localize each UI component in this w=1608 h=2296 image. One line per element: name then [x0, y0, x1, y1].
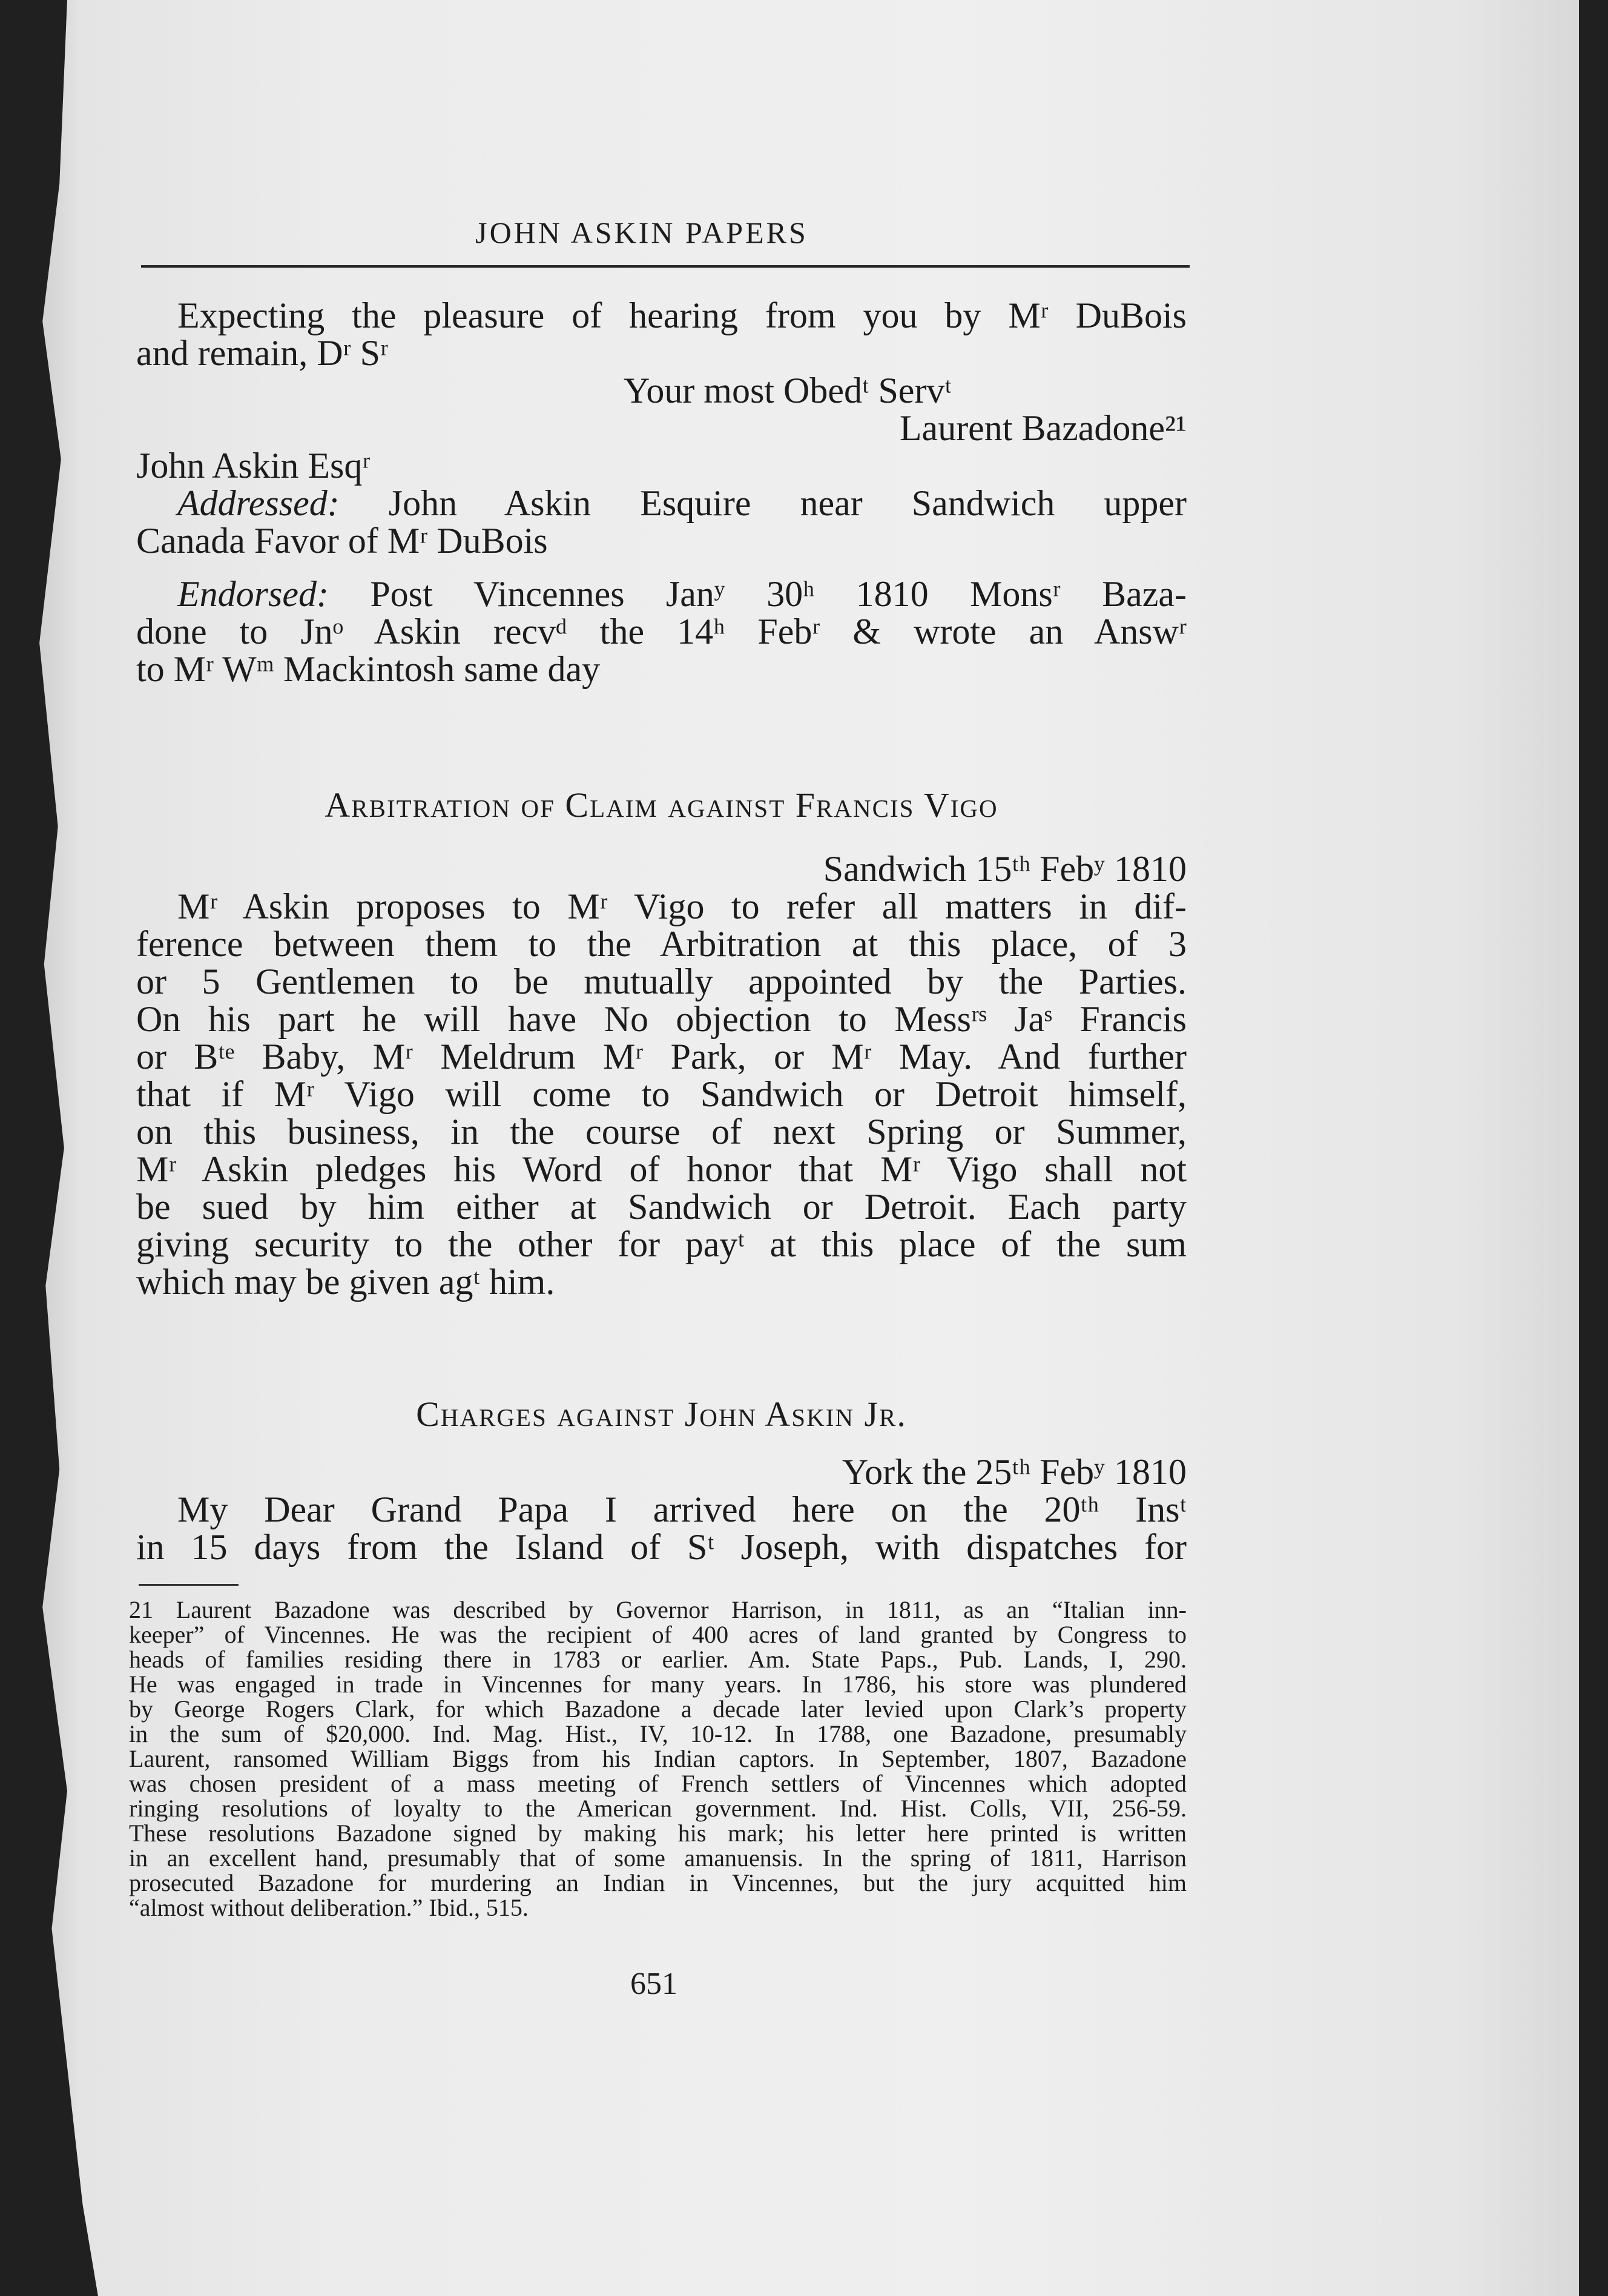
text-line: On his part he will have No objection to Messʳˢ Jaˢ Francis	[136, 999, 1187, 1039]
text-line: be sued by him either at Sandwich or Detroit. Each party	[136, 1187, 1187, 1227]
footnote-line: He was engaged in trade in Vincennes for many years. In 1786, his store was plundered	[129, 1671, 1187, 1698]
text-line: giving security to the other for payᵗ at this place of the sum	[136, 1224, 1187, 1264]
header-rule	[141, 265, 1190, 268]
footnote-line: ringing resolutions of loyalty to the American government. Ind. Hist. Colls, VII, 256-59.	[129, 1795, 1187, 1822]
addressed-text: John Askin Esquire near Sandwich upper	[388, 483, 1187, 523]
footnote-line: in the sum of $20,000. Ind. Mag. Hist., IV, 10-12. In 1788, one Bazadone, presumably	[129, 1720, 1187, 1747]
footnote-line: These resolutions Bazadone signed by making his mark; his letter here printed is written	[129, 1819, 1187, 1847]
section-body	[136, 850, 1187, 1301]
text-line: that if Mʳ Vigo will come to Sandwich or Detroit himself,	[136, 1074, 1187, 1114]
text-line: on this business, in the course of next Spring or Summer,	[136, 1112, 1187, 1152]
text-line: ference between them to the Arbitration at this place, of 3	[136, 924, 1187, 964]
signature-salutation: Your most Obedᵗ Servᵗ	[624, 371, 952, 411]
text-line: Mʳ Askin proposes to Mʳ Vigo to refer all matters in dif-	[177, 886, 1187, 926]
footnote-line: keeper” of Vincennes. He was the recipient of 400 acres of land granted by Congress to	[129, 1621, 1187, 1648]
letter-close	[136, 297, 1187, 688]
footnote-line: Laurent, ransomed William Biggs from his Indian captors. In September, 1807, Bazadone	[129, 1745, 1187, 1772]
text-line: or Bᵗᵉ Baby, Mʳ Meldrum Mʳ Park, or Mʳ May. And further	[136, 1037, 1187, 1077]
text-line: done to Jnᵒ Askin recvᵈ the 14ʰ Febʳ & wrote an Answʳ	[136, 612, 1187, 652]
addressed-label: Addressed:	[177, 483, 340, 523]
endorsed-line	[136, 575, 1187, 613]
text-line: which may be given agᵗ him.	[136, 1262, 555, 1302]
running-head: JOHN ASKIN PAPERS	[475, 216, 808, 249]
dateline: Sandwich 15ᵗʰ Febʸ 1810	[823, 849, 1187, 889]
text-line: and remain, Dʳ Sʳ	[136, 333, 388, 373]
page-number: 651	[630, 1967, 677, 2001]
section-body	[136, 1453, 1187, 1566]
footnote-line: was chosen president of a mass meeting of French settlers of Vincennes which adopted	[129, 1770, 1187, 1797]
text-line: to Mʳ Wᵐ Mackintosh same day	[136, 649, 601, 689]
addressed-line	[136, 484, 1187, 522]
signature-name: Laurent Bazadone²¹	[899, 408, 1187, 448]
text-line: or 5 Gentlemen to be mutually appointed by the Parties.	[136, 962, 1187, 1001]
endorsed-label: Endorsed:	[177, 574, 329, 614]
footnote-line: by George Rogers Clark, for which Bazadone a decade later levied upon Clark’s property	[129, 1695, 1187, 1723]
text-line: in 15 days from the Island of Sᵗ Joseph, with dispatches for	[136, 1527, 1187, 1567]
footnote-line: in an excellent hand, presumably that of some amanuensis. In the spring of 1811, Harrison	[129, 1844, 1187, 1872]
dateline: York the 25ᵗʰ Febʸ 1810	[842, 1452, 1187, 1492]
footnote-rule	[139, 1584, 239, 1586]
footnote-line: 21 Laurent Bazadone was described by Governor Harrison, in 1811, as an “Italian inn-	[129, 1596, 1187, 1623]
text-line: Expecting the pleasure of hearing from you by Mʳ DuBois	[177, 295, 1187, 335]
text-line: Mʳ Askin pledges his Word of honor that Mʳ Vigo shall not	[136, 1149, 1187, 1189]
footnote-line: prosecuted Bazadone for murdering an Indian in Vincennes, but the jury acquitted him	[129, 1869, 1187, 1896]
footnote	[129, 1597, 1187, 1920]
footnote-line: heads of families residing there in 1783 or earlier. Am. State Paps., Pub. Lands, I, 290.	[129, 1646, 1187, 1673]
footnote-line: “almost without deliberation.” Ibid., 515.	[129, 1894, 529, 1921]
text-line: Canada Favor of Mʳ DuBois	[136, 521, 548, 561]
section-heading: Charges against John Askin Jr.	[416, 1394, 907, 1434]
recipient-line: John Askin Esqʳ	[136, 446, 371, 486]
endorsed-text: Post Vincennes Janʸ 30ʰ 1810 Monsʳ Baza-	[370, 574, 1187, 614]
section-heading: Arbitration of Claim against Francis Vigo	[325, 785, 998, 825]
text-line: My Dear Grand Papa I arrived here on the 20ᵗʰ Insᵗ	[177, 1489, 1187, 1529]
